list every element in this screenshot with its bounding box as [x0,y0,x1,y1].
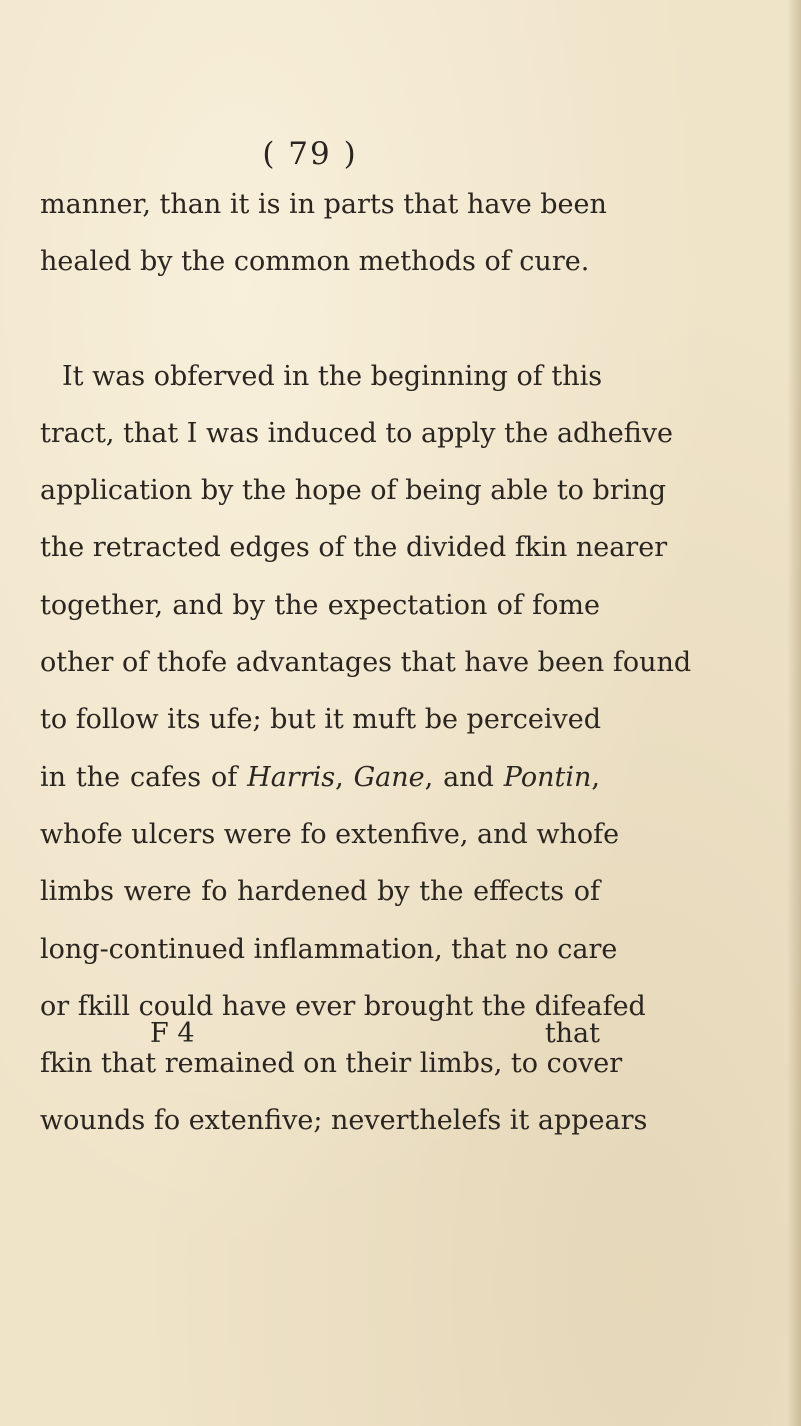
text-line: application by the hope of being able to bring [40,475,667,507]
text-line-with-names [40,749,600,806]
italic-name-pontin: Pontin [503,761,592,793]
text-line: whofe ulcers were fo extenfive, and whofe [40,818,620,850]
text-fragment: , [591,761,600,793]
text-line: fkin that remained on their limbs, to cover [40,1048,623,1080]
text-fragment: , [335,761,354,793]
page-footer [40,1018,600,1058]
text-line: manner, than it is in parts that have been [40,189,607,220]
catchword: that [544,1018,600,1049]
text-fragment: in the cafes of [40,761,248,793]
text-line: tract, that I was induced to apply the adhefive [40,417,673,449]
page-edge-shadow [787,0,801,1426]
text-line: It was obferved in the beginning of this [62,360,603,392]
text-line: healed by the common methods of cure. [40,246,590,278]
italic-name-gane: Gane [353,761,425,793]
text-line: the retracted edges of the divided fkin nearer [40,532,668,564]
text-line: to follow its ufe; but it muft be perceived [40,704,601,736]
page-number: ( 79 ) [262,136,358,172]
text-line: limbs were fo hardened by the effects of [40,876,600,908]
text-line: long-continued inflammation, that no care [40,933,618,965]
text-line: other of thofe advantages that have been found [40,647,692,679]
text-line: or fkill could have ever brought the difeafed [40,990,646,1022]
signature-mark: F 4 [150,1018,195,1049]
body-text [40,176,692,1150]
paragraph-gap [40,291,600,348]
text-fragment: , and [424,761,504,793]
text-line: wounds fo extenfive; neverthelefs it appears [40,1105,648,1137]
italic-name-harris: Harris [247,761,336,793]
text-line: together, and by the expectation of fome [40,589,600,621]
